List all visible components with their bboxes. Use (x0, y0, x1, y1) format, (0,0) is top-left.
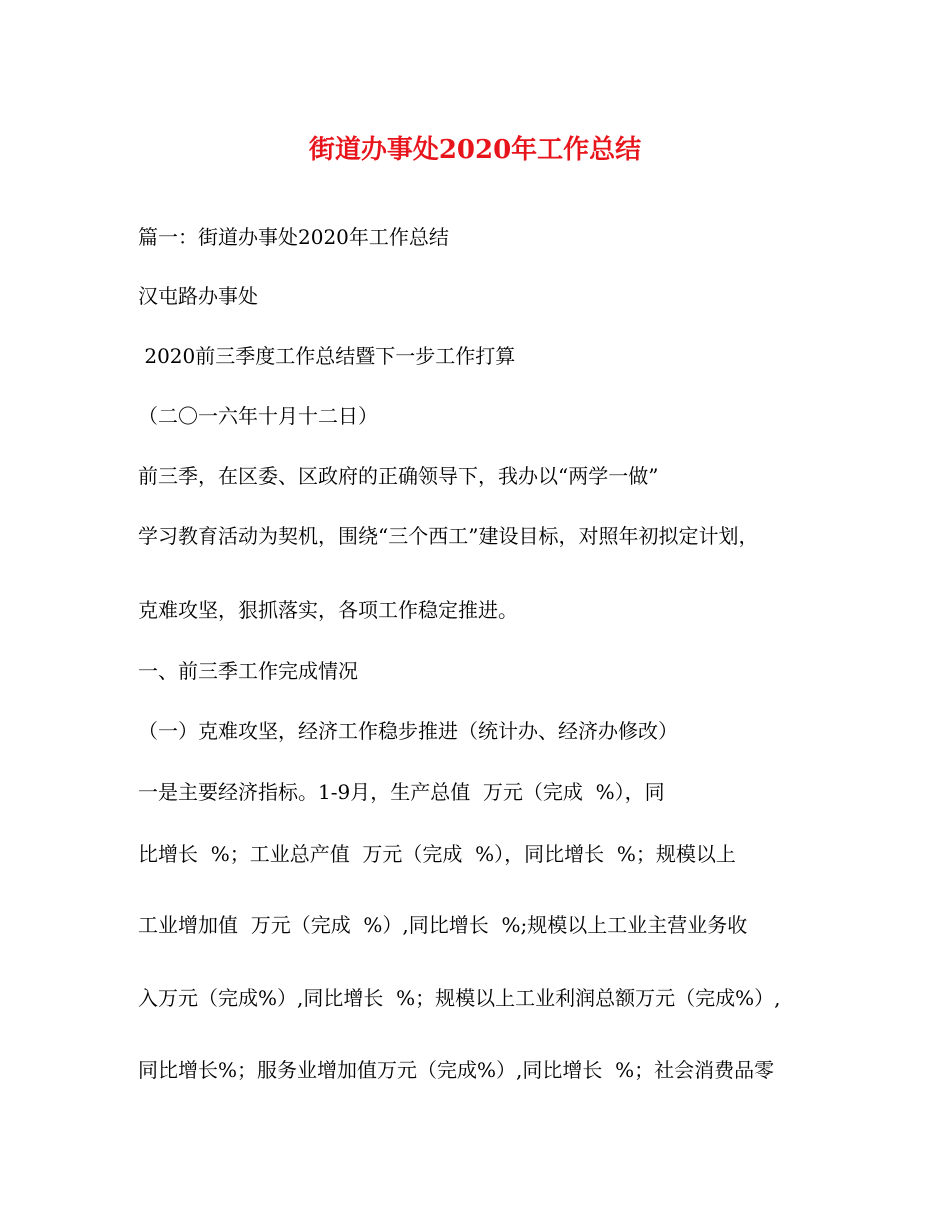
paragraph-line: （一）克难攻坚，经济工作稳步推进（统计办、经济办修改） (138, 719, 678, 743)
paragraph-line: 汉屯路办事处 (138, 284, 258, 308)
paragraph-line: 克难攻坚，狠抓落实，各项工作稳定推进。 (138, 598, 518, 622)
paragraph-line: （二〇一六年十月十二日） (138, 404, 378, 428)
paragraph-line: 入万元（完成%）,同比增长 %；规模以上工业利润总额万元（完成%）, (138, 986, 781, 1010)
paragraph-line: 同比增长%；服务业增加值万元（完成%）,同比增长 %；社会消费品零 (138, 1058, 775, 1082)
paragraph-line: 2020前三季度工作总结暨下一步工作打算 (138, 344, 516, 368)
paragraph-line: 一是主要经济指标。1-9月，生产总值 万元（完成 %），同 (138, 780, 665, 804)
paragraph-line: 前三季，在区委、区政府的正确领导下，我办以“两学一做” (138, 464, 659, 488)
paragraph-line: 比增长 %；工业总产值 万元（完成 %），同比增长 %；规模以上 (138, 842, 736, 866)
paragraph-line: 学习教育活动为契机，围绕“三个西工”建设目标，对照年初拟定计划， (138, 524, 759, 548)
paragraph-line: 一、前三季工作完成情况 (138, 659, 358, 683)
paragraph-line: 工业增加值 万元（完成 %）,同比增长 %;规模以上工业主营业务收 (138, 913, 748, 937)
paragraph-line: 篇一：街道办事处2020年工作总结 (138, 225, 449, 249)
document-title: 街道办事处2020年工作总结 (308, 135, 642, 165)
